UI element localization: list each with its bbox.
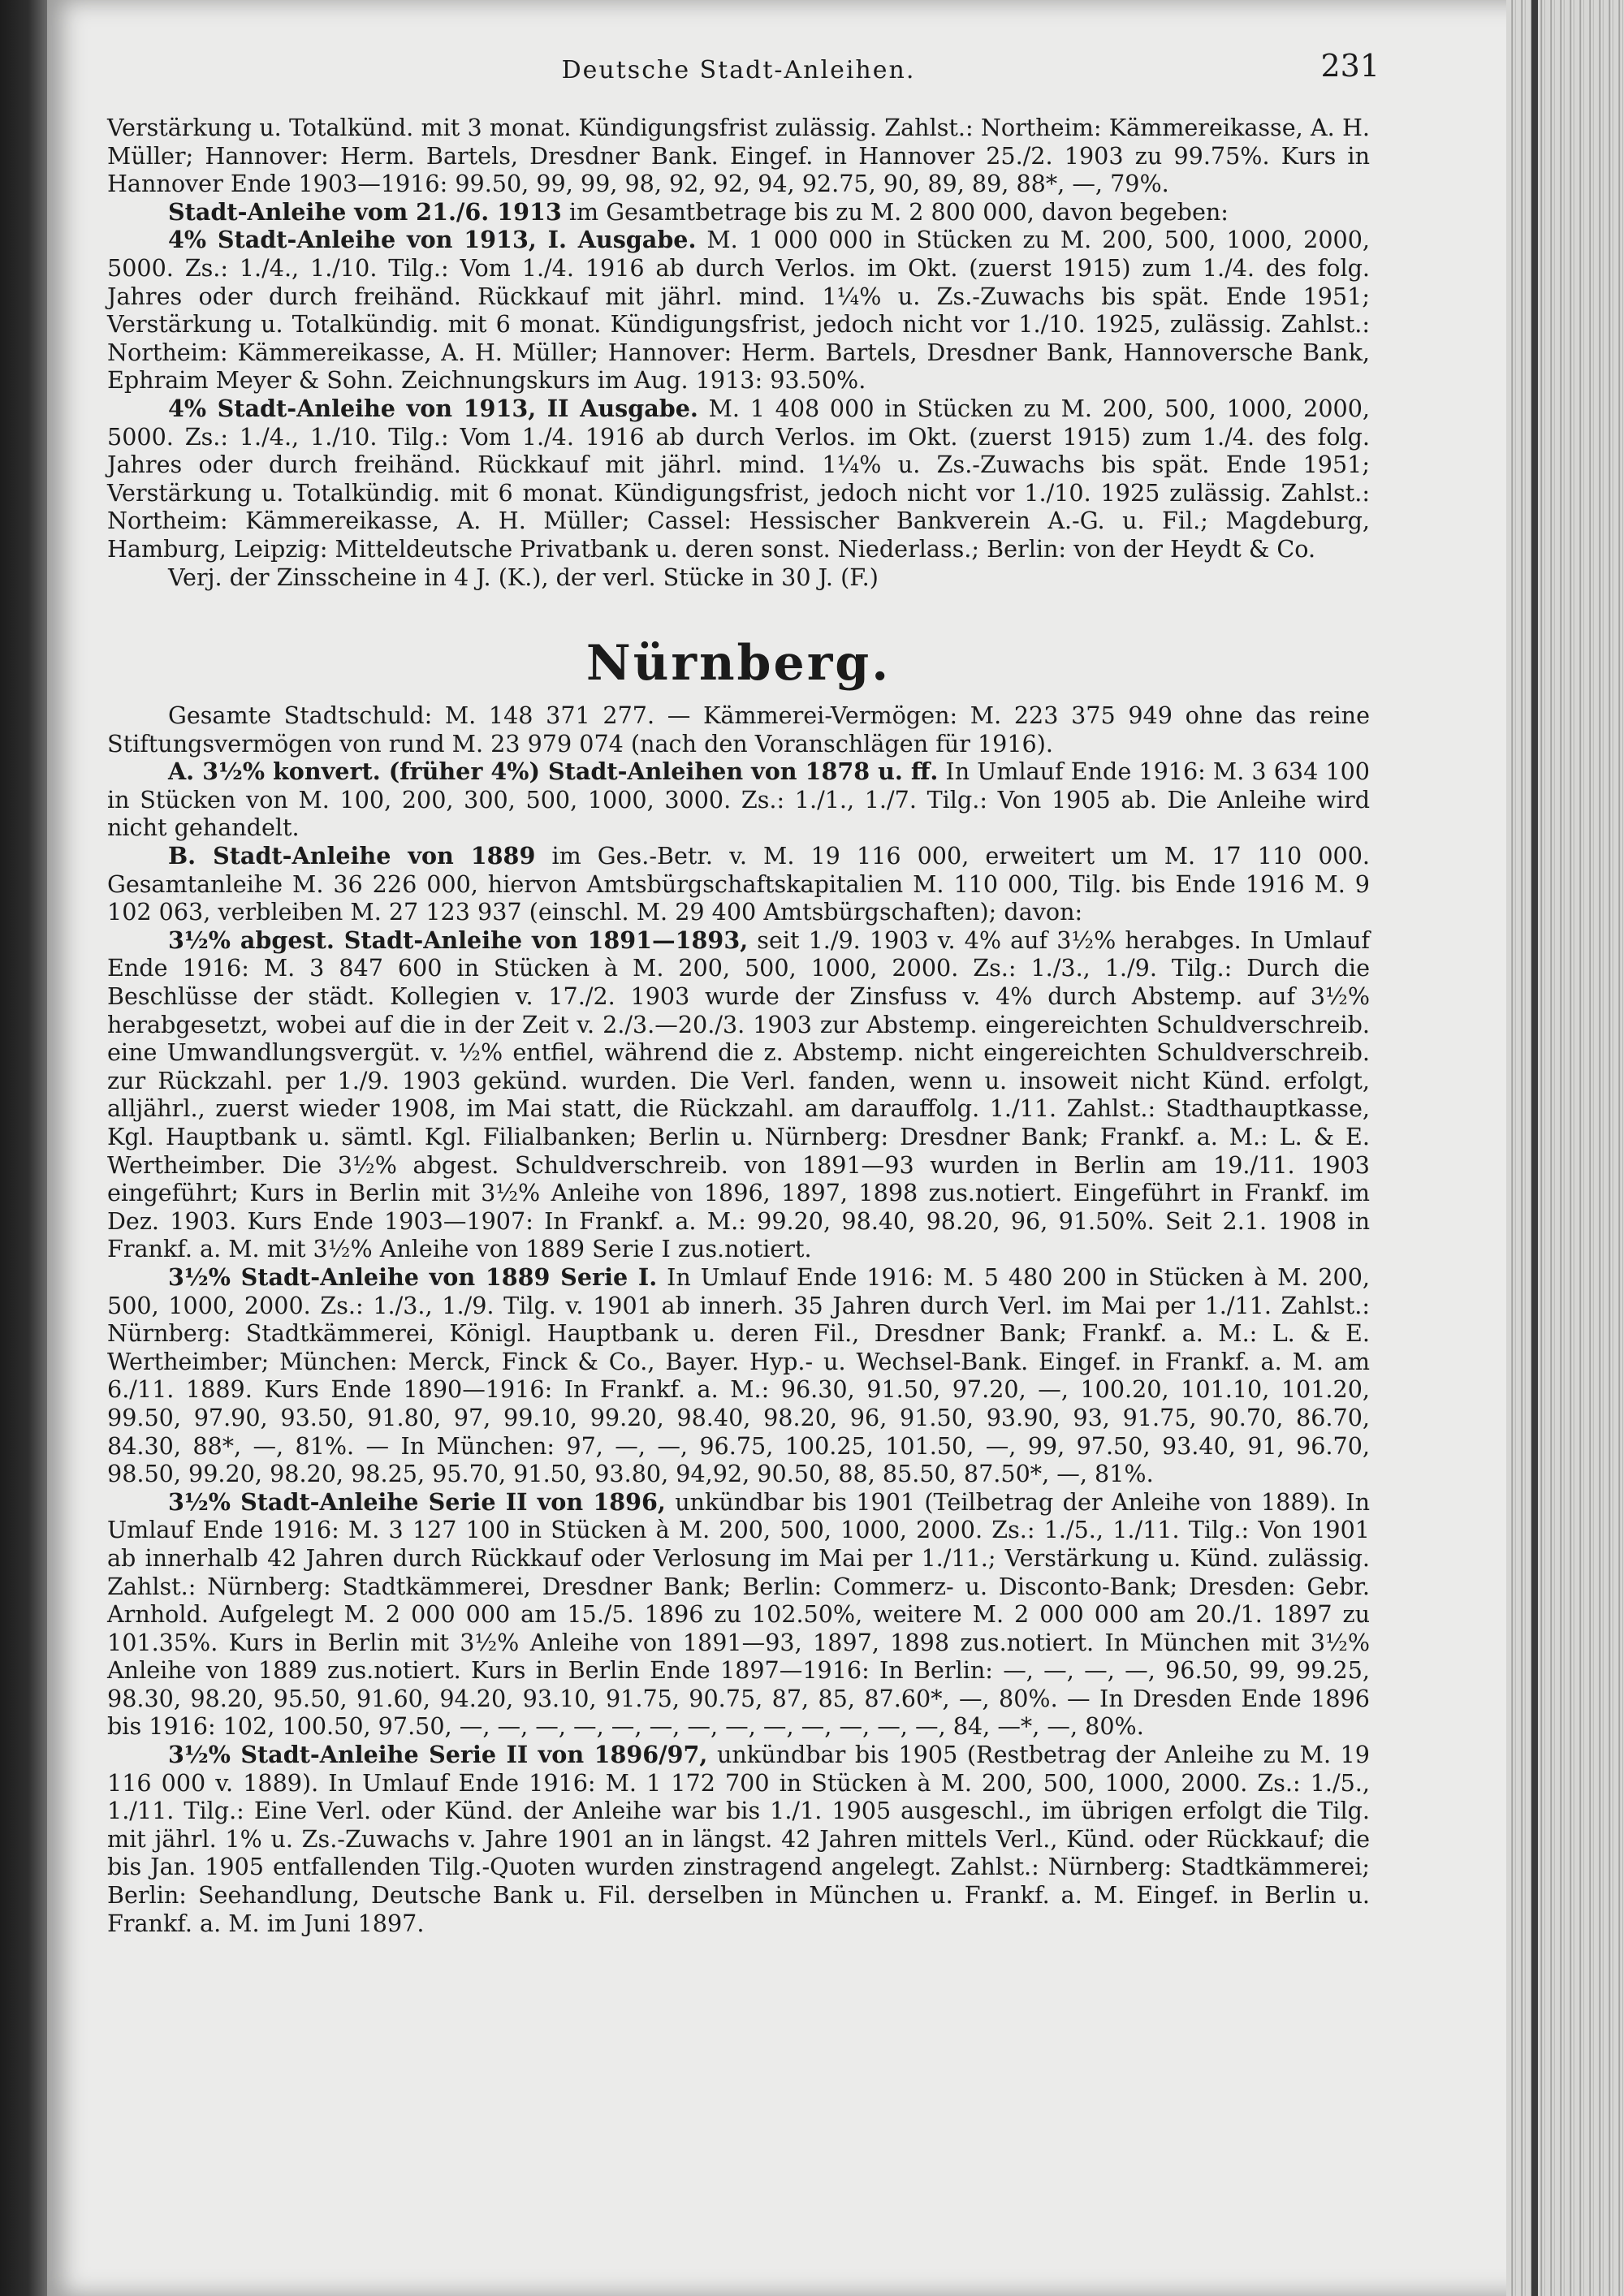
text-loan-1913-second: M. 1 408 000 in Stücken zu M. 200, 500, 1000, 2000, 5000. Zs.: 1./4., 1./10. Tilg.: Vom 1./4. 1916 ab durch Verlos. im Okt. (zuerst 1915) zum 1./4. des folg. Jahres oder durch freihänd. Rückkauf mit jährl. mind. 1¼% u. Zs.-Zuwachs bis spät. Ende 1951; Verstärkung u. Totalkündig. mit 6 monat. Kündigungsfrist, jedoch nicht vor 1./10. 1925 zulässig. Zahlst.: Northeim: Kämmereikasse, A. H. Müller; Cassel: Hessischer Bankverein A.-G. u. Fil.; Magdeburg, Hamburg, Leipzig: Mitteldeutsche Privatbank u. deren sonst. Niederlass.; Berlin: von der Heydt & Co. [107,394,1370,563]
heading-loan-1889-serie-1: 3½% Stadt-Anleihe von 1889 Serie I. [168,1262,658,1291]
text-loan-serie-2-1896: unkündbar bis 1901 (Teilbetrag der Anleihe von 1889). In Umlauf Ende 1916: M. 3 127 100 in Stücken à M. 200, 500, 1000, 2000. Zs.: 1./5., 1./11. Tilg.: Von 1901 ab innerhalb 42 Jahren durch Rückkauf oder Verlosung im Mai per 1./11.; Verstärkung u. Künd. zulässig. Zahlst.: Nürnberg: Stadtkämmerei, Dresdner Bank; Berlin: Commerz- u. Disconto-Bank; Dresden: Gebr. Arnhold. Aufgelegt M. 2 000 000 am 15./5. 1896 zu 102.50%, weitere M. 2 000 000 am 20./1. 1897 zu 101.35%. Kurs in Berlin mit 3½% Anleihe von 1891—93, 1897, 1898 zus.notiert. In München mit 3½% Anleihe von 1889 zus.notiert. Kurs in Berlin Ende 1897—1916: In Berlin: —, —, —, —, 96.50, 99, 99.25, 98.30, 98.20, 95.50, 91.60, 94.20, 93.10, 91.75, 90.75, 87, 85, 87.60*, —, 80%. — In Dresden Ende 1896 bis 1916: 102, 100.50, 97.50, —, —, —, —, —, —, —, —, —, —, —, —, —, 84, —*, —, 80%. [107,1487,1370,1741]
heading-loan-a: A. 3½% konvert. (früher 4%) Stadt-Anleihen von 1878 u. ff. [168,757,939,786]
heading-loan-1913: Stadt-Anleihe vom 21./6. 1913 [168,197,562,226]
paragraph-limitation: Verj. der Zinsscheine in 4 J. (K.), der verl. Stücke in 30 J. (F.) [168,563,879,591]
text-loan-b: im Ges.-Betr. v. M. 19 116 000, erweitert um M. 17 110 000. Gesamtanleihe M. 36 226 000, hiervon Amtsbürgschaftskapitalien M. 110 000, Tilg. bis Ende 1916 M. 9 102 063, verbleiben M. 27 123 937 (einschl. M. 29 400 Amtsbürgschaften); davon: [107,842,1370,926]
paragraph-northeim-continued: Verstärkung u. Totalkünd. mit 3 monat. Kündigungsfrist zulässig. Zahlst.: Northeim: Kämmereikasse, A. H. Müller; Hannover: Herm. Bartels, Dresdner Bank. Eingef. in Hannover 25./2. 1903 zu 99.75%. Kurs in Hannover Ende 1903—1916: 99.50, 99, 99, 98, 92, 92, 94, 92.75, 90, 89, 89, 88*, —, 79%. [107,114,1370,198]
paragraph-loan-1891 [107,926,1370,1263]
running-title: Deutsche Stadt-Anleihen. [561,56,916,84]
paragraph-loan-1913-first [107,226,1370,395]
heading-loan-1913-second: 4% Stadt-Anleihe von 1913, II Ausgabe. [168,394,698,422]
paragraph-loan-a [107,757,1370,842]
page-content [107,48,1380,1937]
text-loan-a: In Umlauf Ende 1916: M. 3 634 100 in Stücken von M. 100, 200, 300, 500, 1000, 3000. Zs.: 1./1., 1./7. Tilg.: Von 1905 ab. Die Anleihe wird nicht gehandelt. [107,757,1370,842]
page-stack-edge [1506,0,1624,2296]
page-edge-line [1531,0,1538,2296]
heading-loan-serie-2-1896-97: 3½% Stadt-Anleihe Serie II von 1896/97, [168,1741,708,1769]
text-loan-serie-2-1896-97: unkündbar bis 1905 (Restbetrag der Anleihe zu M. 19 116 000 v. 1889). In Umlauf Ende 1916: M. 1 172 700 in Stücken à M. 200, 500, 1000, 2000. Zs.: 1./5., 1./11. Tilg.: Eine Verl. oder Künd. der Anleihe war bis 1./1. 1905 ausgeschl., im übrigen erfolgt die Tilg. mit jährl. 1% u. Zs.-Zuwachs v. Jahre 1901 an in längst. 42 Jahren mittels Verl., Künd. oder Rückkauf; die bis Jan. 1905 entfallenden Tilg.-Quoten wurden zinstragend angelegt. Zahlst.: Nürnberg: Stadtkämmerei; Berlin: Seehandlung, Deutsche Bank u. Fil. derselben in München u. Frankf. a. M. Eingef. in Berlin u. Frankf. a. M. im Juni 1897. [107,1741,1370,1937]
page-number: 231 [1320,48,1380,84]
scan-binding-shadow [0,0,47,2296]
text-loan-1889-serie-1: In Umlauf Ende 1916: M. 5 480 200 in Stücken à M. 200, 500, 1000, 2000. Zs.: 1./3., 1./9. Tilg. v. 1901 ab innerh. 35 Jahren durch Verl. im Mai per 1./11. Zahlst.: Nürnberg: Stadtkämmerei, Königl. Hauptbank u. deren Fil., Dresdner Bank; Frankf. a. M.: L. & E. Wertheimber; München: Merck, Finck & Co., Bayer. Hyp.- u. Wechsel-Bank. Eingef. in Frankf. a. M. am 6./11. 1889. Kurs Ende 1890—1916: In Frankf. a. M.: 96.30, 91.50, 97.20, —, 100.20, 101.10, 101.20, 99.50, 97.90, 93.50, 91.80, 97, 99.10, 99.20, 98.40, 98.20, 96, 91.50, 93.90, 93, 91.75, 90.70, 86.70, 84.30, 88*, —, 81%. — In München: 97, —, —, 96.75, 100.25, 101.50, —, 99, 97.50, 93.40, 91, 96.70, 98.50, 99.20, 98.20, 98.25, 95.70, 91.50, 93.80, 94,92, 90.50, 88, 85.50, 87.50*, —, 81%. [107,1262,1370,1488]
heading-loan-b: B. Stadt-Anleihe von 1889 [168,842,536,870]
heading-loan-1913-first: 4% Stadt-Anleihe von 1913, I. Ausgabe. [168,226,697,254]
paragraph-total-debt: Gesamte Stadtschuld: M. 148 371 277. — Kämmerei-Vermögen: M. 223 375 949 ohne das reine Stiftungsvermögen von rund M. 23 979 074 (nach den Voranschlägen für 1916). [107,701,1370,757]
paragraph-loan-serie-2-1896 [107,1488,1370,1741]
text-loan-1891: seit 1./9. 1903 v. 4% auf 3½% herabges. In Umlauf Ende 1916: M. 3 847 600 in Stücken à M. 200, 500, 1000, 2000. Zs.: 1./3., 1./9. Tilg.: Durch die Beschlüsse der städt. Kollegien v. 17./2. 1903 wurde der Zinsfuss v. 4% durch Abstemp. auf 3½% herabgesetzt, wobei auf die in der Zeit v. 2./3.—20./3. 1903 zur Abstemp. eingereichten Schuldverschreib. eine Umwandlungsvergüt. v. ½% entfiel, während die z. Abstemp. nicht eingereichten Schuldverschreib. zur Rückzahl. per 1./9. 1903 gekünd. wurden. Die Verl. fanden, wenn u. insoweit nicht Künd. erfolgt, alljährl., zuerst wieder 1908, im Mai statt, die Rückzahl. am darauffolg. 1./11. Zahlst.: Stadthauptkasse, Kgl. Hauptbank u. sämtl. Kgl. Filialbanken; Berlin u. Nürnberg: Dresdner Bank; Frankf. a. M.: L. & E. Wertheimber. Die 3½% abgest. Schuldverschreib. von 1891—93 wurden in Berlin am 19./11. 1903 eingeführt; Kurs in Berlin mit 3½% Anleihe von 1896, 1897, 1898 zus.notiert. Eingeführt in Frankf. im Dez. 1903. Kurs Ende 1903—1907: In Frankf. a. M.: 99.20, 98.40, 98.20, 96, 91.50%. Seit 2.1. 1908 in Frankf. a. M. mit 3½% Anleihe von 1889 Serie I zus.notiert. [107,926,1371,1263]
paragraph-loan-1913 [107,198,1370,227]
text-loan-1913: im Gesamtbetrage bis zu M. 2 800 000, davon begeben: [568,197,1229,226]
paragraph-loan-1913-second [107,395,1370,563]
heading-loan-serie-2-1896: 3½% Stadt-Anleihe Serie II von 1896, [168,1487,666,1516]
section-title: Nürnberg. [585,635,892,693]
running-header [107,48,1380,106]
text-loan-1913-first: M. 1 000 000 in Stücken zu M. 200, 500, 1000, 2000, 5000. Zs.: 1./4., 1./10. Tilg.: Vom 1./4. 1916 ab durch Verlos. im Okt. (zuerst 1915) zum 1./4. des folg. Jahres oder durch freihänd. Rückkauf mit jährl. mind. 1¼% u. Zs.-Zuwachs bis spät. Ende 1951; Verstärkung u. Totalkündig. mit 6 monat. Kündigungsfrist, jedoch nicht vor 1./10. 1925, zulässig. Zahlst.: Northeim: Kämmereikasse, A. H. Müller; Hannover: Herm. Bartels, Dresdner Bank, Hannoversche Bank, Ephraim Meyer & Sohn. Zeichnungskurs im Aug. 1913: 93.50%. [107,226,1370,395]
heading-loan-1891: 3½% abgest. Stadt-Anleihe von 1891—1893, [168,926,749,954]
paragraph-loan-serie-2-1896-97 [107,1741,1370,1937]
paragraph-loan-b [107,842,1370,926]
paragraph-loan-1889-serie-1 [107,1263,1370,1488]
